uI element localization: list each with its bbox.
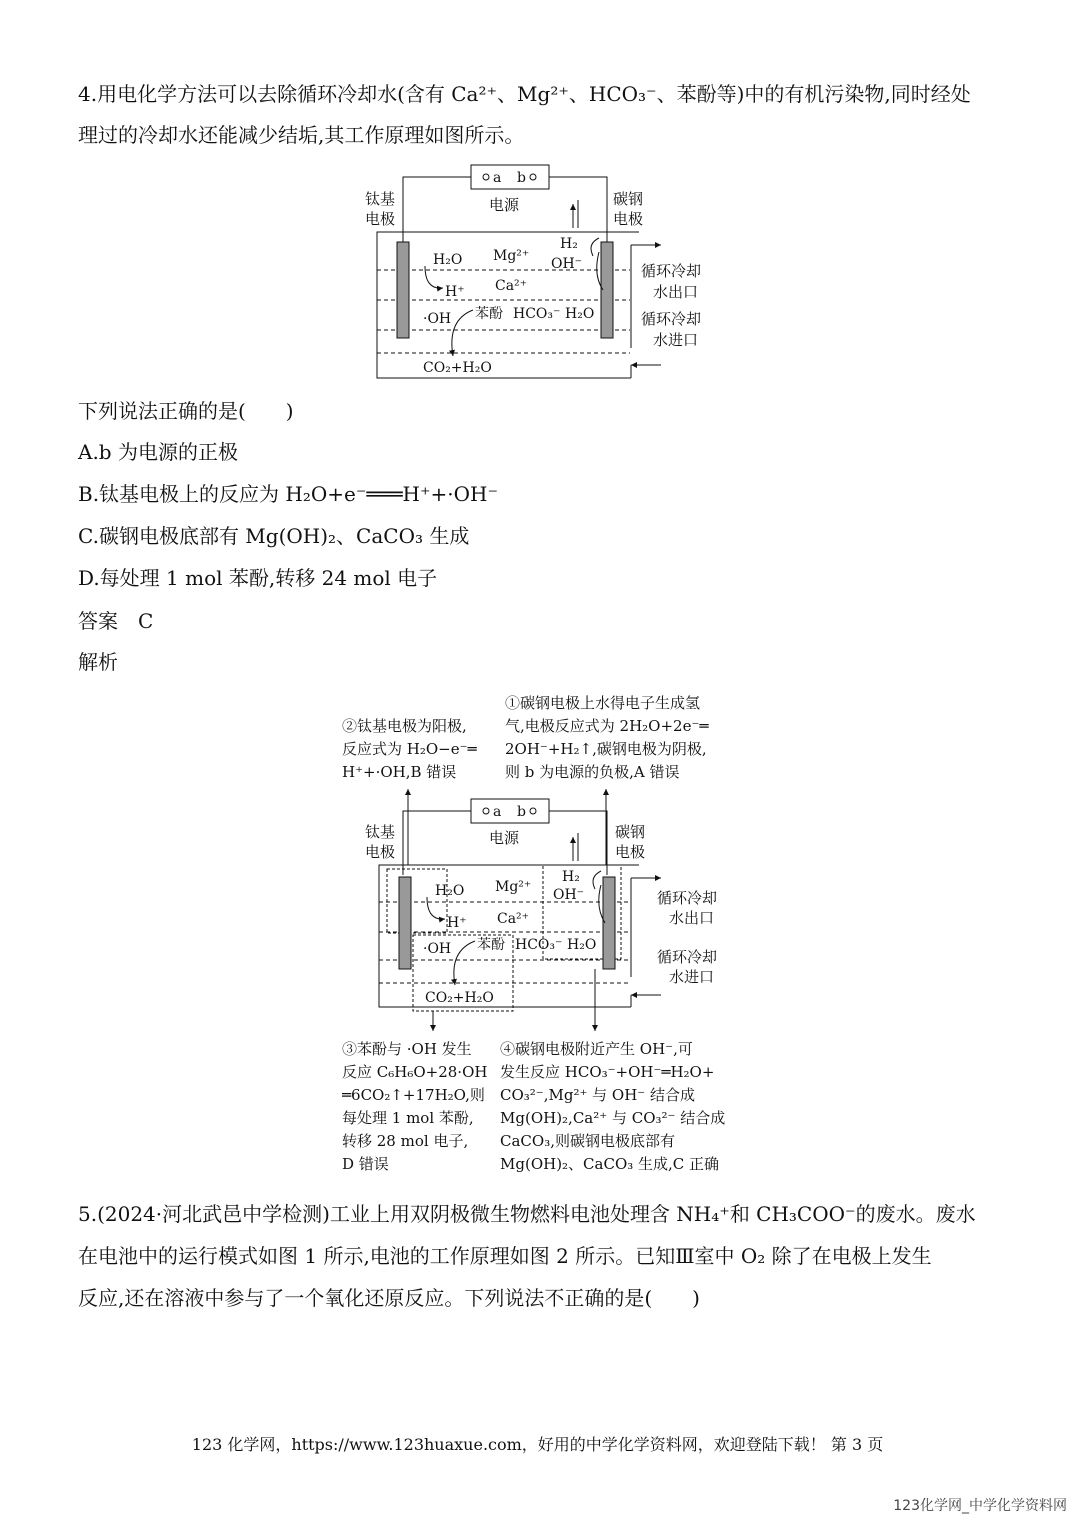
note-4: ④碳钢电极附近产生 OH⁻,可 发生反应 HCO₃⁻+OH⁻═H₂O+ CO₃²⁻,Mg²⁺ 与 OH⁻ 结合成 Mg(OH)₂,Ca²⁺ 与 CO₃²⁻ 结合成 CaCO₃,则碳钢电极底部有 Mg(OH)₂、CaCO₃ 生成,C 正确 (500, 1040, 726, 1173)
phenol: 苯酚 (475, 306, 503, 322)
ti-electrode-label-2: 电极 (365, 210, 396, 228)
hco3-ion-2: HCO₃⁻ (515, 937, 563, 953)
outlet-label-1: 循环冷却 (641, 262, 702, 280)
h-plus: H⁺ (445, 284, 465, 300)
note-2: ②钛基电极为阳极, 反应式为 H₂O−e⁻═ H⁺+·OH,B 错误 (342, 717, 477, 781)
power-source-label-2: 电源 (489, 829, 520, 847)
h2o-right: H₂O (565, 306, 595, 322)
mg-ion-2: Mg²⁺ (495, 879, 532, 895)
steel-electrode-label-2b: 电极 (615, 843, 646, 861)
power-a-label-2: a (493, 804, 502, 820)
q4-option-d: D.每处理 1 mol 苯酚,转移 24 mol 电子 (78, 566, 438, 590)
q4-answer: 答案 C (78, 609, 154, 633)
outlet-label-1b: 循环冷却 (657, 889, 718, 907)
inlet-label-2: 水进口 (653, 331, 699, 349)
h2o-right-2: H₂O (567, 937, 597, 953)
page-footer: 123 化学网，https://www.123huaxue.com，好用的中学化学资料网，欢迎登陆下载！ 第 3 页 (191, 1435, 884, 1454)
q4-option-c: C.碳钢电极底部有 Mg(OH)₂、CaCO₃ 生成 (78, 524, 470, 548)
q5-line1: 5.(2024·河北武邑中学检测)工业上用双阴极微生物燃料电池处理含 NH₄⁺和 CH₃COO⁻的废水。废水 (78, 1202, 976, 1226)
power-source-label: 电源 (489, 196, 520, 214)
electrolysis-diagram-1 (355, 160, 725, 385)
mg-ion: Mg²⁺ (493, 248, 530, 264)
note-1: ①碳钢电极上水得电子生成氢 气,电极反应式为 2H₂O+2e⁻═ 2OH⁻+H₂↑,碳钢电极为阴极, 则 b 为电源的负极,A 错误 (505, 694, 709, 781)
co2-h2o: CO₂+H₂O (423, 360, 492, 376)
inlet-label-1b: 循环冷却 (657, 948, 718, 966)
q4-analysis-label: 解析 (78, 650, 118, 674)
steel-electrode-label-1: 碳钢 (613, 190, 644, 208)
ti-electrode-label-1: 钛基 (365, 190, 396, 208)
h-plus-2: H⁺ (447, 915, 467, 931)
watermark: 123化学网_中学化学资料网 (893, 1498, 1067, 1514)
power-a-label: a (493, 170, 502, 186)
power-b-label: b (517, 170, 526, 186)
h2-gas-2: H₂ (562, 869, 580, 885)
power-b-label-2: b (517, 804, 526, 820)
steel-electrode-label-2: 电极 (613, 210, 644, 228)
q4-option-b: B.钛基电极上的反应为 H₂O+e⁻═══H⁺+·OH⁻ (78, 482, 499, 506)
co2-h2o-2: CO₂+H₂O (425, 990, 494, 1006)
ti-electrode-label-1b: 钛基 (365, 823, 396, 841)
q5-line2: 在电池中的运行模式如图 1 所示,电池的工作原理如图 2 所示。已知Ⅲ室中 O₂ 除了在电极上发生 (78, 1244, 932, 1268)
oh-minus: OH⁻ (551, 256, 583, 272)
electrolysis-diagram-2 (355, 785, 745, 1035)
outlet-label-2: 水出口 (653, 283, 699, 301)
q4-prompt: 下列说法正确的是( ) (78, 399, 294, 423)
oh-radical-2: ·OH (423, 941, 452, 957)
h2-gas: H₂ (560, 236, 578, 252)
q5-line3: 反应,还在溶液中参与了一个氧化还原反应。下列说法不正确的是( ) (78, 1286, 700, 1310)
hco3-ion: HCO₃⁻ (513, 306, 561, 322)
oh-minus-2: OH⁻ (553, 887, 585, 903)
ca-ion: Ca²⁺ (495, 278, 528, 294)
note-3: ③苯酚与 ·OH 发生 反应 C₆H₆O+28·OH ═6CO₂↑+17H₂O,则 每处理 1 mol 苯酚, 转移 28 mol 电子, D 错误 (342, 1040, 488, 1173)
oh-radical: ·OH (423, 311, 452, 327)
inlet-label-1: 循环冷却 (641, 310, 702, 328)
h2o-left-2: H₂O (435, 883, 465, 899)
q4-stem-line1: 4.用电化学方法可以去除循环冷却水(含有 Ca²⁺、Mg²⁺、HCO₃⁻、苯酚等)中的有机污染物,同时经处 (78, 82, 971, 106)
q4-stem-line2: 理过的冷却水还能减少结垢,其工作原理如图所示。 (78, 123, 525, 147)
q4-option-a: A.b 为电源的正极 (78, 440, 238, 464)
ca-ion-2: Ca²⁺ (497, 911, 530, 927)
h2o-left: H₂O (433, 252, 463, 268)
steel-electrode-label-1b: 碳钢 (615, 823, 646, 841)
inlet-label-2b: 水进口 (669, 968, 715, 986)
phenol-2: 苯酚 (477, 937, 505, 953)
ti-electrode-label-2b: 电极 (365, 843, 396, 861)
outlet-label-2b: 水出口 (669, 909, 715, 927)
